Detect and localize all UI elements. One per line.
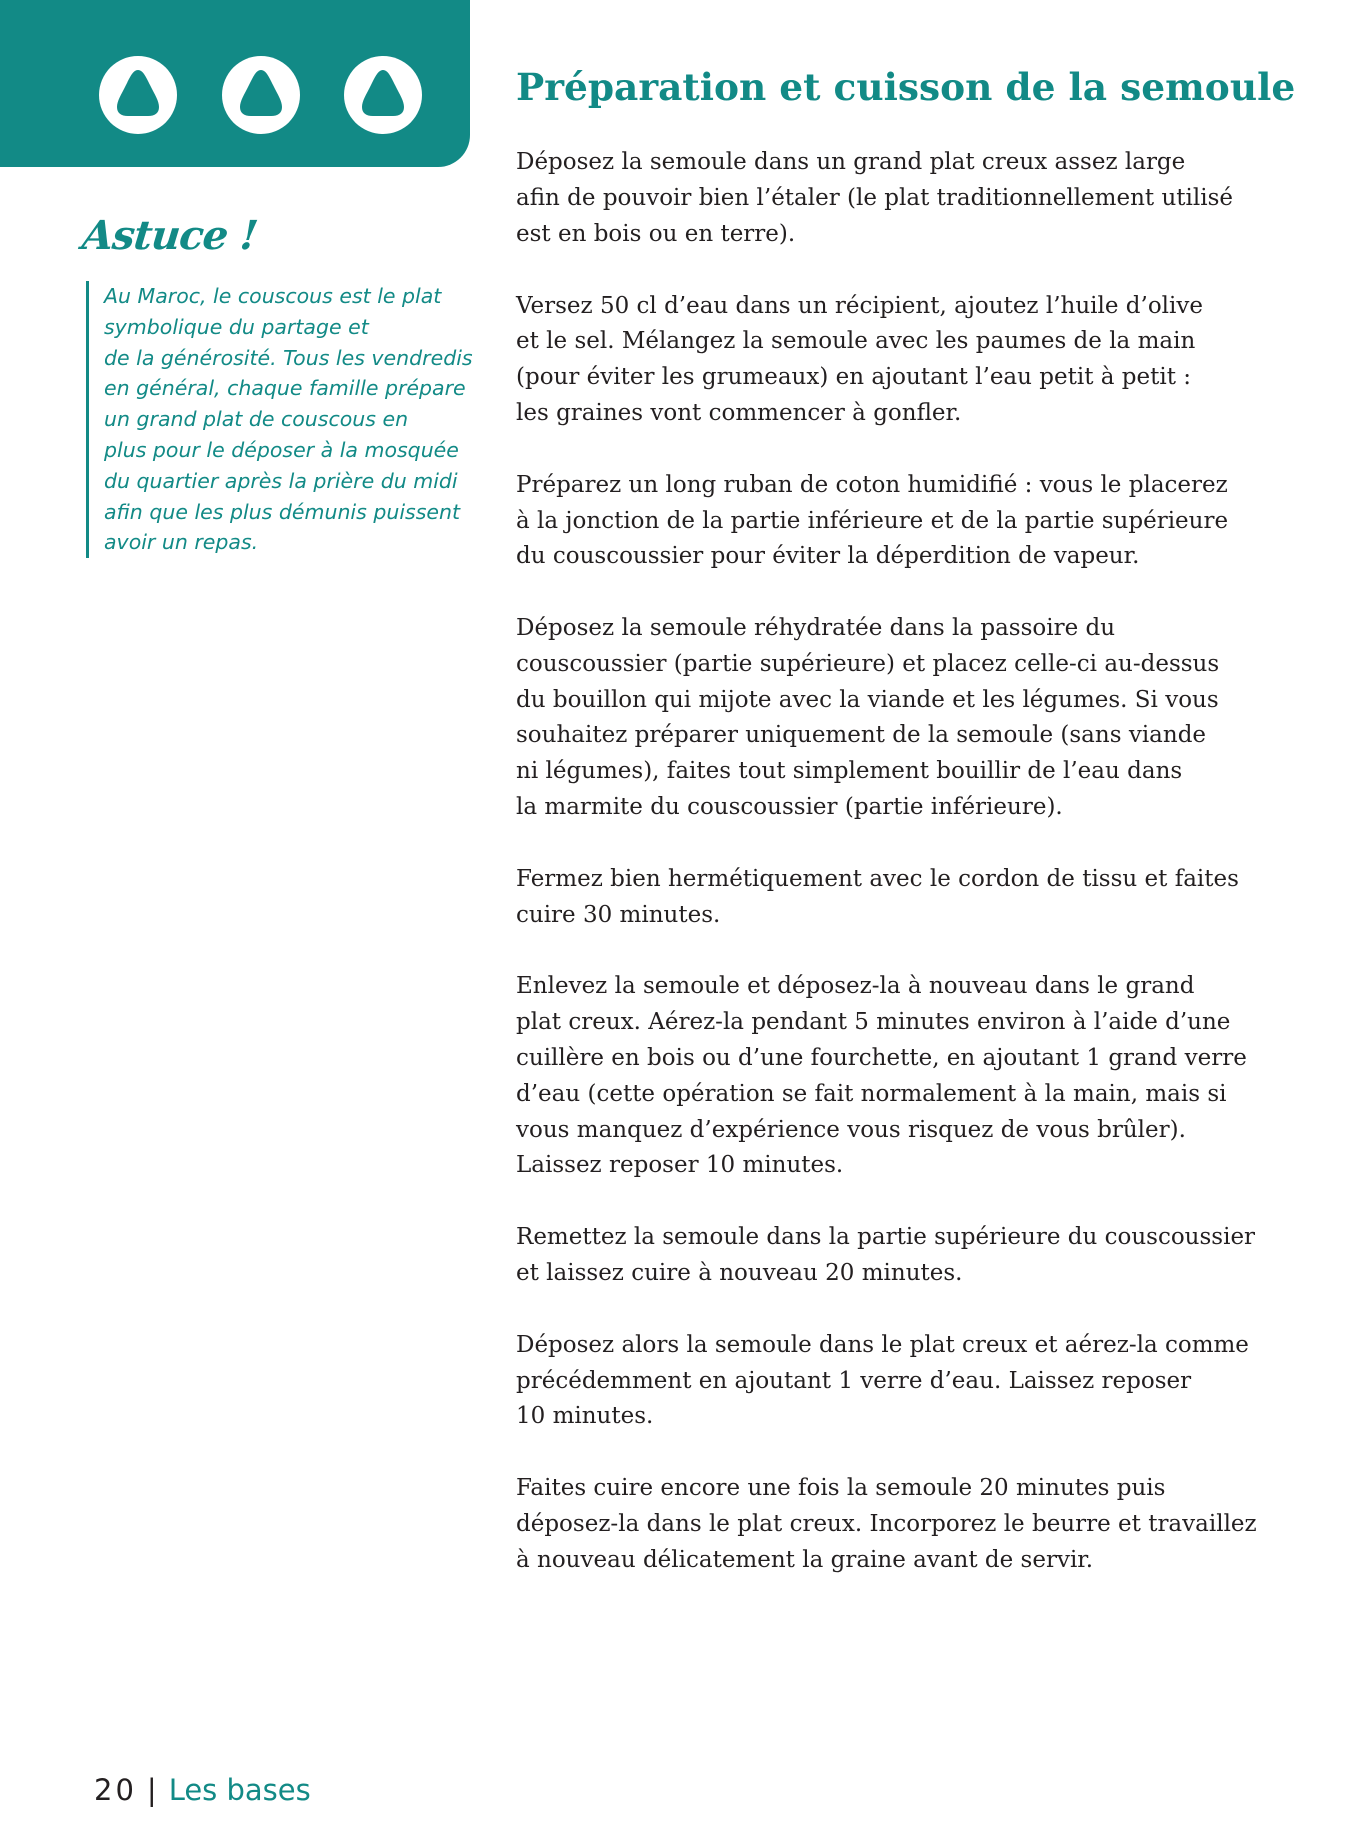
paragraph-line: Laissez reposer 10 minutes. <box>516 1152 844 1179</box>
tip-line: un grand plat de couscous en <box>104 407 409 432</box>
paragraph-line: précédemment en ajoutant 1 verre d’eau. Laissez reposer <box>516 1367 1192 1394</box>
tip-line: Au Maroc, le couscous est le plat <box>104 284 442 308</box>
paragraph-line: Faites cuire encore une fois la semoule 20 minutes puis <box>516 1475 1166 1502</box>
page-number: 20 <box>94 1773 137 1807</box>
paragraph-line: Enlevez la semoule et déposez-la à nouveau dans le grand <box>516 973 1195 1000</box>
paragraph-line: à la jonction de la partie inférieure et de la partie supérieure <box>516 507 1229 534</box>
paragraph-line: souhaitez préparer uniquement de la semoule (sans viande <box>516 722 1207 749</box>
paragraph-line: vous manquez d’expérience vous risquez de vous brûler). <box>516 1116 1186 1143</box>
paragraph-line: cuire 30 minutes. <box>516 901 721 928</box>
paragraph <box>516 969 1336 1184</box>
tip-line: du quartier après la prière du midi <box>104 468 458 493</box>
paragraph <box>516 1220 1336 1292</box>
paragraph-line: Versez 50 cl d’eau dans un récipient, ajoutez l’huile d’olive <box>516 292 1203 319</box>
difficulty-drop-icon <box>221 55 301 135</box>
paragraph-line: plat creux. Aérez-la pendant 5 minutes environ à l’aide d’une <box>516 1009 1231 1036</box>
paragraph <box>516 1471 1336 1578</box>
paragraph <box>516 145 1336 252</box>
paragraph-line: à nouveau délicatement la graine avant de servir. <box>516 1546 1094 1573</box>
tip-line: plus pour le déposer à la mosquée <box>104 437 459 462</box>
paragraph <box>516 862 1336 934</box>
difficulty-drop-icon <box>98 55 178 135</box>
footer-separator: | <box>146 1773 157 1807</box>
paragraph-line: ni légumes), faites tout simplement bouillir de l’eau dans <box>516 758 1183 785</box>
tip-line: symbolique du partage et <box>104 314 369 339</box>
paragraph-line: couscoussier (partie supérieure) et placez celle-ci au-dessus <box>516 650 1220 677</box>
tip-box <box>80 200 480 558</box>
paragraph <box>516 289 1336 432</box>
tip-body <box>86 281 474 558</box>
paragraph-line: Remettez la semoule dans la partie supérieure du couscoussier <box>516 1224 1256 1251</box>
paragraph-line: et laissez cuire à nouveau 20 minutes. <box>516 1260 963 1287</box>
section-label: Les bases <box>168 1773 311 1807</box>
paragraph-line: (pour éviter les grumeaux) en ajoutant l’eau petit à petit : <box>516 364 1192 391</box>
paragraph-line: cuillère en bois ou d’une fourchette, en ajoutant 1 grand verre <box>516 1045 1247 1072</box>
tip-title: Astuce ! <box>80 212 260 259</box>
paragraph-line: Déposez la semoule réhydratée dans la passoire du <box>516 615 1116 642</box>
paragraph-line: Fermez bien hermétiquement avec le cordon de tissu et faites <box>516 865 1239 892</box>
paragraph <box>516 1328 1336 1435</box>
paragraph-line: du couscoussier pour éviter la déperdition de vapeur. <box>516 543 1140 570</box>
paragraph-line: Déposez la semoule dans un grand plat creux assez large <box>516 149 1186 176</box>
main-content <box>516 66 1336 1615</box>
paragraph-line: Déposez alors la semoule dans le plat creux et aérez-la comme <box>516 1331 1249 1358</box>
tip-line: de la générosité. Tous les vendredis <box>104 345 473 370</box>
tip-line: afin que les plus démunis puissent <box>104 499 461 524</box>
page-title: Préparation et cuisson de la semoule <box>516 65 1296 109</box>
paragraph-line: et le sel. Mélangez la semoule avec les paumes de la main <box>516 328 1196 355</box>
paragraph <box>516 468 1336 575</box>
paragraph-line: d’eau (cette opération se fait normalement à la main, mais si <box>516 1080 1227 1107</box>
page-footer <box>94 1773 311 1807</box>
tip-line: avoir un repas. <box>104 530 259 555</box>
paragraph-line: la marmite du couscoussier (partie inférieure). <box>516 794 1063 821</box>
paragraph-line: déposez-la dans le plat creux. Incorporez le beurre et travaillez <box>516 1511 1257 1538</box>
paragraph-line: du bouillon qui mijote avec la viande et les légumes. Si vous <box>516 686 1219 713</box>
paragraph <box>516 611 1336 826</box>
header-tab <box>0 0 470 167</box>
paragraph-line: Préparez un long ruban de coton humidifié : vous le placerez <box>516 471 1228 498</box>
paragraph-line: afin de pouvoir bien l’étaler (le plat traditionnellement utilisé <box>516 184 1233 211</box>
tip-line: en général, chaque famille prépare <box>104 376 466 401</box>
paragraph-line: est en bois ou en terre). <box>516 220 796 247</box>
difficulty-drop-icon <box>343 55 423 135</box>
paragraph-line: 10 minutes. <box>516 1403 654 1430</box>
paragraph-line: les graines vont commencer à gonfler. <box>516 399 962 426</box>
